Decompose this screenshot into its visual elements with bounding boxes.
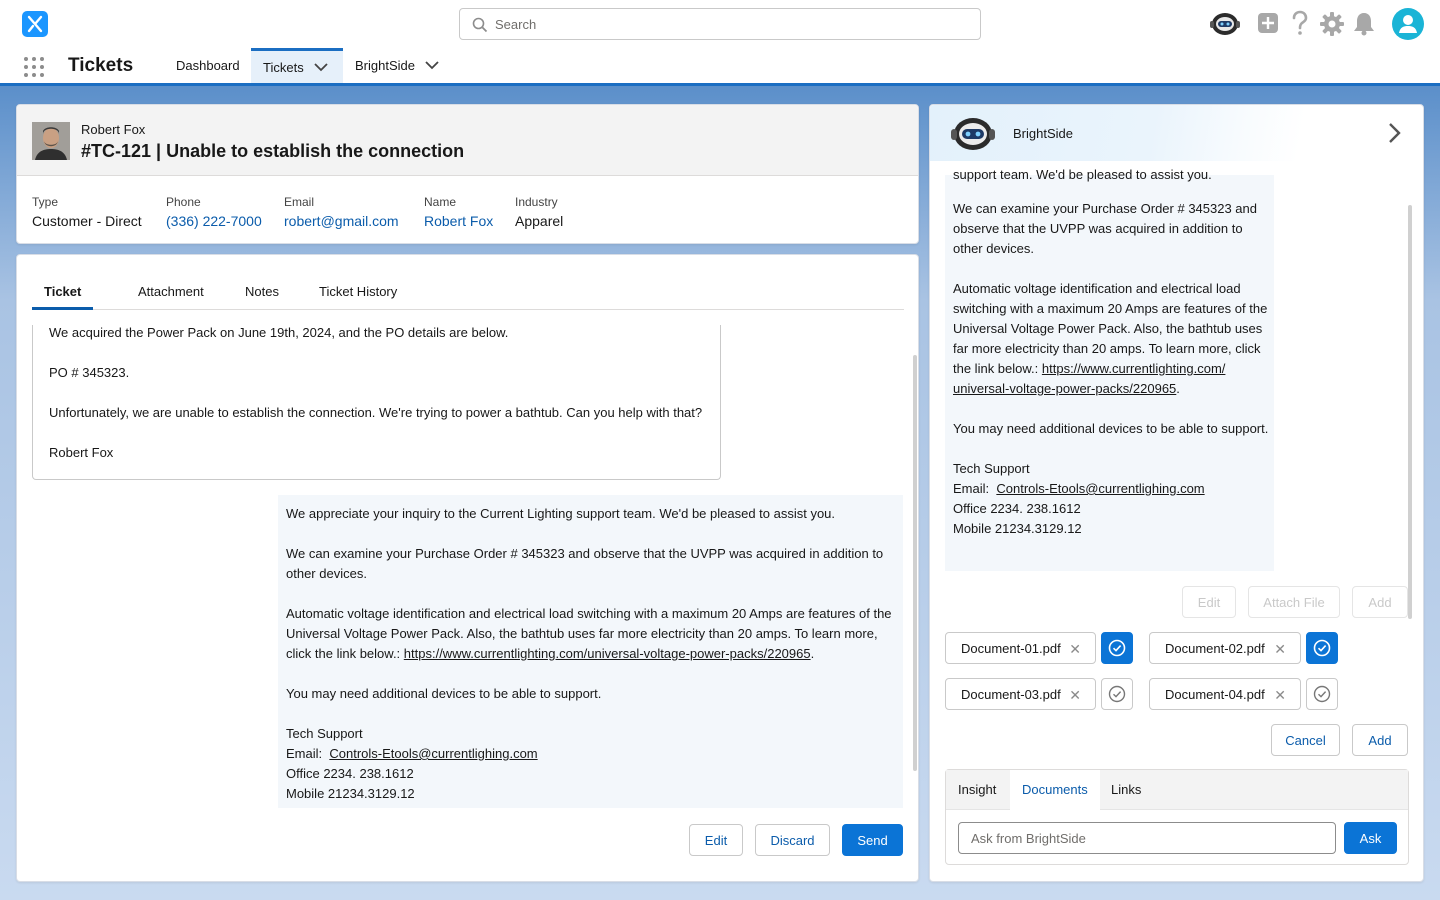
attach-file-button[interactable]: Attach File <box>1248 586 1340 618</box>
app-name: Tickets <box>68 55 134 76</box>
brightside-bot-icon[interactable] <box>1209 10 1241 41</box>
chevron-down-icon[interactable] <box>314 63 328 72</box>
close-icon[interactable]: ✕ <box>1274 641 1286 657</box>
tab-insight[interactable]: Insight <box>958 782 997 797</box>
close-icon[interactable]: ✕ <box>1069 687 1081 703</box>
chevron-down-icon[interactable] <box>425 61 439 70</box>
document-pill[interactable]: Document-02.pdf ✕ <box>1149 632 1301 664</box>
field-industry: Industry Apparel <box>515 195 564 229</box>
tab-documents[interactable]: Documents <box>1010 770 1100 810</box>
tab-notes[interactable]: Notes <box>245 284 279 299</box>
edit-button[interactable]: Edit <box>689 824 743 856</box>
field-phone: Phone (336) 222-7000 <box>166 195 262 229</box>
document-pill[interactable]: Document-04.pdf ✕ <box>1149 678 1301 710</box>
field-name: Name Robert Fox <box>424 195 494 229</box>
help-icon[interactable] <box>1291 11 1309 40</box>
nav-tab-tickets[interactable]: Tickets <box>251 48 343 83</box>
ask-brightside-box <box>945 769 1409 865</box>
tab-attachment[interactable]: Attachment <box>138 284 204 299</box>
ask-input[interactable] <box>958 822 1336 854</box>
ticket-title: #TC-121 | Unable to establish the connection <box>81 141 465 161</box>
edit-button[interactable]: Edit <box>1182 586 1236 618</box>
record-header-card <box>16 104 919 244</box>
document-checkbox[interactable] <box>1101 632 1133 664</box>
ask-tabs <box>946 770 1408 810</box>
document-checkbox[interactable] <box>1306 632 1338 664</box>
check-circle-icon <box>1313 685 1331 703</box>
close-icon[interactable]: ✕ <box>1069 641 1081 657</box>
check-circle-icon <box>1108 685 1126 703</box>
contact-avatar <box>32 122 70 160</box>
record-highlights <box>17 105 918 176</box>
document-pill[interactable]: Document-01.pdf ✕ <box>945 632 1096 664</box>
tab-ticket-history[interactable]: Ticket History <box>319 284 398 299</box>
ask-button[interactable]: Ask <box>1344 822 1397 854</box>
document-checkbox[interactable] <box>1306 678 1338 710</box>
customer-message-box <box>32 325 721 480</box>
add-icon[interactable] <box>1257 12 1279 37</box>
send-button[interactable]: Send <box>842 824 903 856</box>
add-button[interactable]: Add <box>1352 586 1408 618</box>
support-email-link[interactable]: Controls-Etools@currentlighing.com <box>329 746 538 761</box>
email-link[interactable]: robert@gmail.com <box>284 213 399 229</box>
field-type: Type Customer - Direct <box>32 195 142 229</box>
document-pill[interactable]: Document-03.pdf ✕ <box>945 678 1096 710</box>
product-link[interactable]: https://www.currentlighting.com/ <box>1041 361 1226 376</box>
nav-tab-brightside[interactable]: BrightSide <box>343 48 451 83</box>
document-checkbox[interactable] <box>1101 678 1133 710</box>
chevron-right-icon[interactable] <box>1388 122 1402 147</box>
product-link[interactable]: universal-voltage-power-packs/220965 <box>953 381 1177 396</box>
app-launcher-icon[interactable] <box>24 57 44 77</box>
search-icon <box>472 17 488 33</box>
search-input[interactable] <box>460 9 980 39</box>
tab-links[interactable]: Links <box>1111 782 1142 797</box>
support-email-link[interactable]: Controls-Etools@currentlighing.com <box>996 481 1205 496</box>
cancel-button[interactable]: Cancel <box>1271 724 1340 756</box>
field-email: Email robert@gmail.com <box>284 195 399 229</box>
ticket-scrollbar[interactable] <box>913 355 917 771</box>
brightside-response-box <box>945 167 1274 571</box>
contact-name: Robert Fox <box>81 122 146 137</box>
ticket-card <box>16 254 919 882</box>
ticket-tabs <box>32 273 904 310</box>
customer-message: We acquired the Power Pack on June 19th, 2024, and the PO details are below. PO # 345323. Unfortunately, we are unable to establish the connection. We're trying to power a bathtub. Can you help with that? Robert Fox <box>49 325 703 460</box>
phone-link[interactable]: (336) 222-7000 <box>166 213 262 229</box>
tab-ticket[interactable]: Ticket <box>32 273 93 310</box>
discard-button[interactable]: Discard <box>755 824 830 856</box>
brightside-panel <box>929 104 1424 882</box>
brightside-bot-icon <box>950 114 996 157</box>
brightside-scrollbar[interactable] <box>1408 205 1412 619</box>
close-icon[interactable]: ✕ <box>1274 687 1286 703</box>
check-circle-icon <box>1108 639 1126 657</box>
brightside-title: BrightSide <box>1013 126 1073 141</box>
brightside-header <box>930 105 1423 161</box>
add-documents-button[interactable]: Add <box>1352 724 1408 756</box>
product-link[interactable]: https://www.currentlighting.com/universal-voltage-power-packs/220965 <box>403 646 811 661</box>
global-search[interactable] <box>459 8 981 40</box>
notifications-icon[interactable] <box>1353 12 1375 39</box>
app-logo-icon[interactable] <box>22 11 48 37</box>
settings-icon[interactable] <box>1320 12 1344 39</box>
reply-draft-box[interactable] <box>278 495 903 808</box>
user-avatar-icon[interactable] <box>1392 8 1424 43</box>
global-header <box>0 0 1440 48</box>
brightside-response: support team. We'd be pleased to assist you. We can examine your Purchase Order # 345323 and observe that the UVPP was acquired in addition to other devices. Automatic voltage identification and electrical load switching with a maximum 20 Amps are features of the Universal Voltage Power Pack. Also, the bathtub uses far more electricity than 20 amps. To learn more, click the link below.: https://www.currentlighting.com/ universal-voltage-power-packs/220965. You may need additional devices to be able to support. Tech Support Email: Controls-Etools@currentlighing.com Office 2234. 238.1612 Mobile 21234.3129.12 <box>953 167 1269 536</box>
name-link[interactable]: Robert Fox <box>424 213 494 229</box>
check-circle-icon <box>1313 639 1331 657</box>
reply-message: We appreciate your inquiry to the Current Lighting support team. We'd be pleased to assist you. We can examine your Purchase Order # 345323 and observe that the UVPP was acquired in addition to other devices. Automatic voltage identification and electrical load switching with a maximum 20 Amps are features of the Universal Voltage Power Pack. Also, the bathtub uses far more electricity than 20 amps. To learn more, click the link below.: https://www.currentlighting.com/universal-voltage-power-packs/220965. You may need additional devices to be able to support. Tech Support Email: Controls-Etools@currentlighing.com Office 2234. 238.1612 Mobile 21234.3129.12 <box>286 506 892 801</box>
app-nav-bar <box>0 48 1440 86</box>
nav-tab-dashboard[interactable]: Dashboard <box>176 58 240 73</box>
